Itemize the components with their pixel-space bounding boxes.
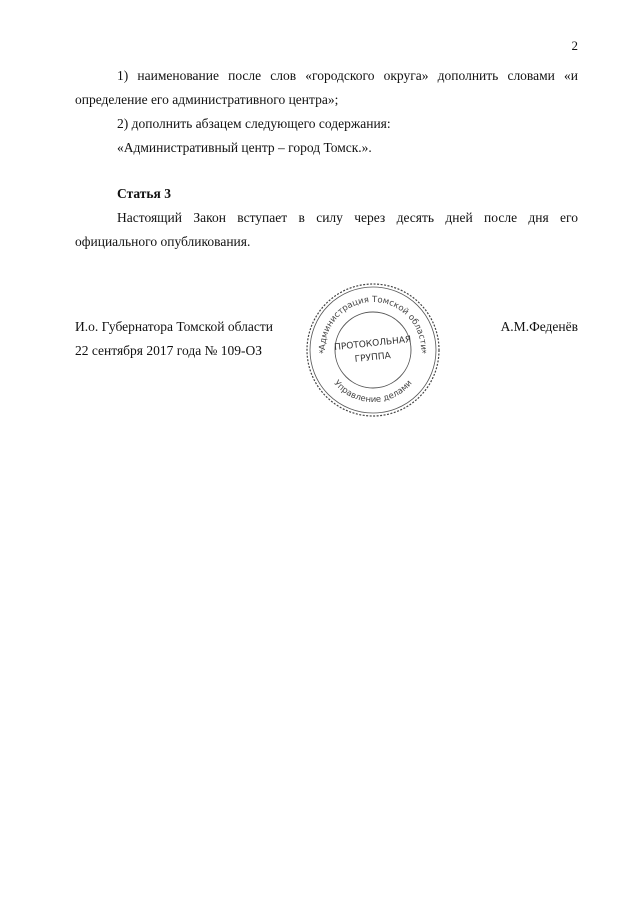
- signatory-name: А.М.Феденёв: [500, 319, 578, 334]
- stamp-center-line-1: ПРОТОКОЛЬНАЯ: [333, 334, 412, 354]
- official-stamp: [303, 280, 443, 420]
- stamp-center-line-2: ГРУППА: [354, 351, 392, 365]
- stamp-outer-ring-inner: [310, 287, 436, 413]
- stamp-star-left: *: [319, 349, 324, 359]
- stamp-graphic: [303, 280, 443, 420]
- amendment-quote: «Административный центр – город Томск.».: [117, 140, 372, 155]
- stamp-ring-bottom-text: Управление делами: [331, 378, 415, 406]
- article-heading: Статья 3: [117, 186, 171, 201]
- stamp-star-right: *: [422, 349, 427, 359]
- stamp-ring-top-text: Администрация Томской области: [317, 294, 429, 351]
- article-text: Настоящий Закон вступает в силу через десять дней после дня его официального опубликования.: [75, 210, 578, 249]
- law-date-number: 22 сентября 2017 года № 109-ОЗ: [75, 343, 263, 358]
- amendment-item-1: 1) наименование после слов «городского округа» дополнить словами «и определение его административного центра»;: [75, 68, 578, 107]
- amendment-item-2: 2) дополнить абзацем следующего содержания:: [117, 116, 391, 131]
- signatory-title: И.о. Губернатора Томской области: [75, 319, 273, 334]
- page-number: 2: [571, 38, 578, 53]
